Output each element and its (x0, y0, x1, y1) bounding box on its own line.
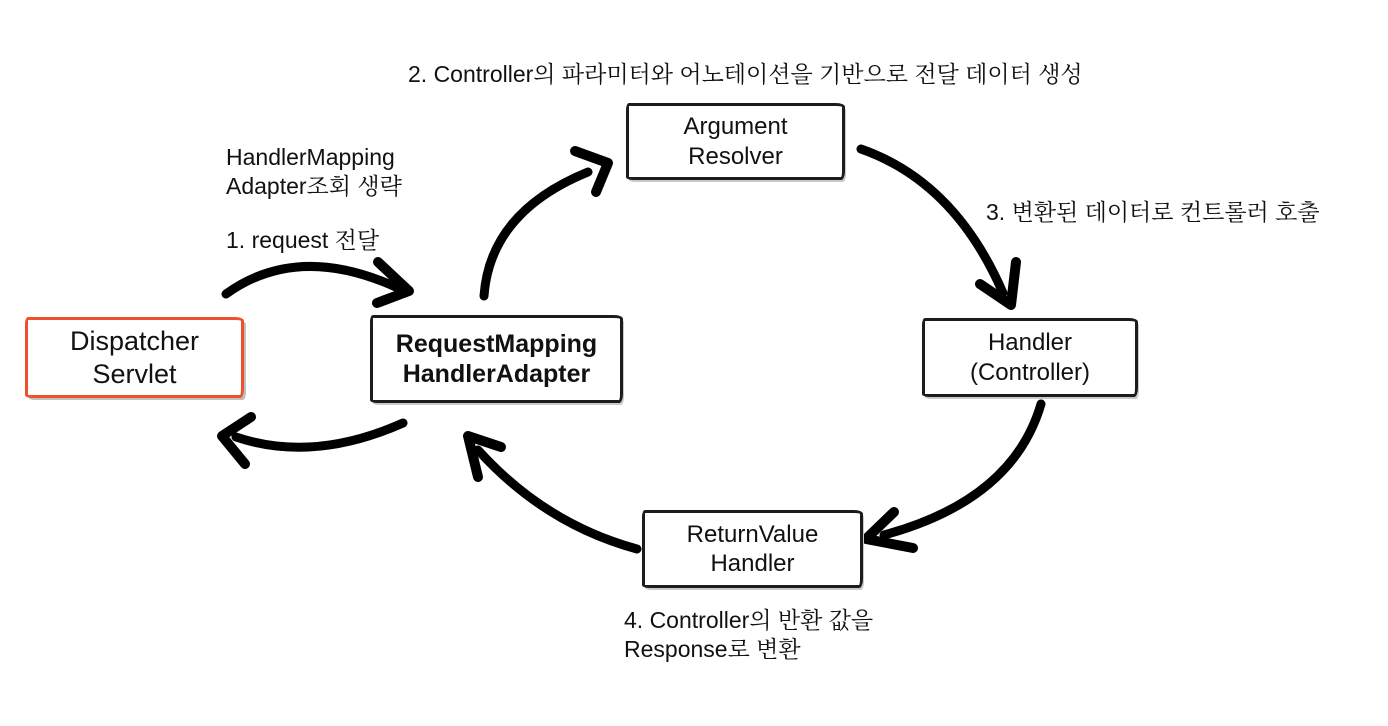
note-handlermapping-line2: Adapter조회 생략 (226, 173, 402, 200)
note-step2-text: 2. Controller의 파라미터와 어노테이션을 기반으로 전달 데이터 생성 (408, 61, 1083, 87)
dispatcher-servlet-box (25, 317, 244, 398)
argument-resolver-box (626, 103, 845, 180)
note-handlermapping-skip (226, 143, 402, 202)
returnvalue-handler-box (642, 510, 863, 588)
note-step3-call-controller (986, 198, 1320, 227)
dispatcher-servlet-label-line2: Servlet (92, 358, 177, 389)
arrow-adapter-to-dispatcher (222, 417, 403, 464)
note-step3-text: 3. 변환된 데이터로 컨트롤러 호출 (986, 199, 1320, 225)
argument-resolver-label-line1: Argument (683, 113, 788, 141)
note-step2-create-data (408, 60, 1083, 89)
note-step4-line2: Response로 변환 (624, 636, 801, 663)
requestmapping-handleradapter-box (370, 315, 623, 403)
returnvalue-handler-label-line1: ReturnValue (686, 520, 819, 548)
note-step4-convert-response (624, 606, 873, 665)
returnvalue-handler-label-line2: Handler (710, 550, 795, 577)
requestmapping-handleradapter-label-line1: RequestMapping (395, 329, 598, 358)
handler-controller-box (922, 318, 1138, 397)
arrow-adapter-to-argument-resolver (484, 151, 608, 296)
arrow-returnvalue-to-adapter (468, 436, 637, 549)
note-step1-text: 1. request 전달 (226, 227, 380, 253)
requestmapping-handleradapter-label-line2: HandlerAdapter (402, 360, 591, 388)
handler-controller-label-line1: Handler (987, 329, 1073, 357)
dispatcher-servlet-label-line1: Dispatcher (69, 325, 200, 356)
note-step1-request (226, 226, 379, 255)
note-step4-line1: 4. Controller의 반환 값을 (624, 607, 874, 633)
note-handlermapping-line1: HandlerMapping (226, 144, 395, 170)
argument-resolver-label-line2: Resolver (688, 142, 783, 170)
arrow-handler-to-returnvalue (866, 404, 1041, 548)
arrow-dispatcher-to-adapter (226, 262, 409, 303)
handler-controller-label-line2: (Controller) (969, 358, 1091, 386)
